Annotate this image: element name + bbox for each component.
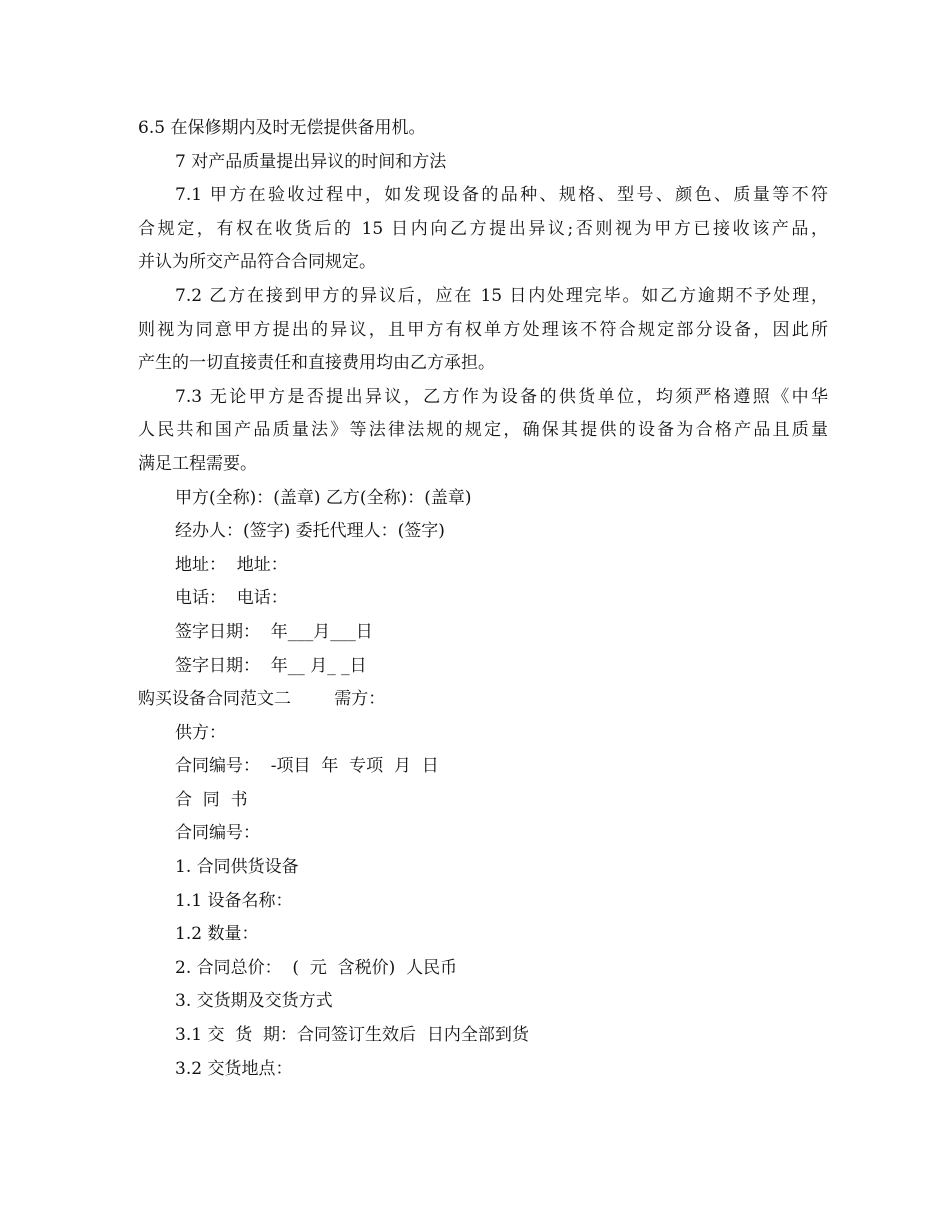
- party-names-line: 甲方(全称)：(盖章) 乙方(全称)：(盖章): [175, 487, 472, 508]
- address-line: 地址： 地址：: [175, 554, 288, 575]
- contract-number-line: 合同编号：: [175, 823, 260, 844]
- sample-two-heading: 购买设备合同范文二 需方：: [138, 689, 386, 710]
- section-3-heading: 3. 交货期及交货方式: [175, 991, 333, 1012]
- contract-number-project-line: 合同编号： -项目 年 专项 月 日: [175, 756, 439, 777]
- section-7-heading: 7 对产品质量提出异议的时间和方法: [175, 151, 447, 172]
- contract-title: 合 同 书: [175, 789, 248, 810]
- total-price-line: 2. 合同总价： ( 元 含税价) 人民币: [175, 957, 458, 978]
- quantity-line: 1.2 数量：: [175, 924, 259, 945]
- sign-date-line-2: 签字日期： 年__ 月_ _日: [175, 655, 367, 676]
- clause-7-2-line-3: 产生的一切直接责任和直接费用均由乙方承担。: [138, 353, 495, 374]
- delivery-location-line: 3.2 交货地点：: [175, 1058, 293, 1079]
- delivery-period-line: 3.1 交 货 期：合同签订生效后 日内全部到货: [175, 1025, 529, 1046]
- equipment-name-line: 1.1 设备名称：: [175, 890, 293, 911]
- clause-7-1-line-1: 7.1 甲方在验收过程中，如发现设备的品种、规格、型号、颜色、质量等不符: [175, 185, 828, 206]
- clause-7-1-line-3: 并认为所交产品符合合同规定。: [138, 252, 376, 273]
- clause-7-3-line-2: 人民共和国产品质量法》等法律法规的规定，确保其提供的设备为合格产品且质量: [138, 420, 828, 441]
- clause-7-1-line-2: 合规定，有权在收货后的 15 日内向乙方提出异议;否则视为甲方已接收该产品，: [138, 218, 828, 239]
- sign-date-line-1: 签字日期： 年___月___日: [175, 621, 373, 642]
- clause-7-2-line-2: 则视为同意甲方提出的异议，且甲方有权单方处理该不符合规定部分设备，因此所: [138, 319, 828, 340]
- clause-6-5: 6.5 在保修期内及时无偿提供备用机。: [138, 118, 426, 138]
- clause-7-3-line-3: 满足工程需要。: [138, 453, 257, 474]
- signatory-line: 经办人：(签字) 委托代理人：(签字): [175, 521, 445, 542]
- clause-7-2-line-1: 7.2 乙方在接到甲方的异议后，应在 15 日内处理完毕。如乙方逾期不予处理，: [175, 285, 828, 306]
- clause-7-3-line-1: 7.3 无论甲方是否提出异议，乙方作为设备的供货单位，均须严格遵照《中华: [175, 386, 828, 407]
- supplier-line: 供方：: [175, 722, 226, 743]
- section-1-heading: 1. 合同供货设备: [175, 857, 299, 878]
- document-body: [138, 112, 828, 1086]
- phone-line: 电话： 电话：: [175, 588, 288, 609]
